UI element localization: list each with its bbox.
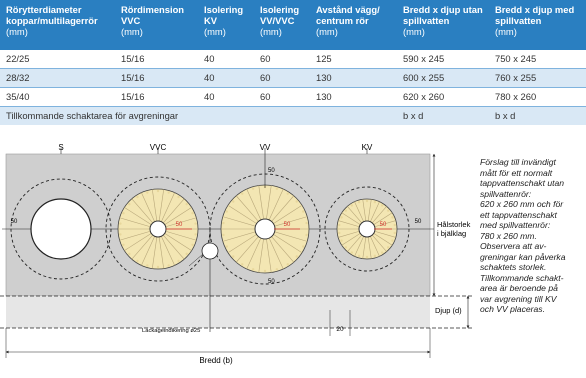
header-vvc-dimension: Rördimension VVC (mm) xyxy=(115,0,198,50)
kv-insulation-dot xyxy=(338,232,340,234)
vvc-insulation-dot xyxy=(168,264,170,266)
kv-insulation-dot xyxy=(387,246,389,248)
vvc-insulation-dot xyxy=(157,266,159,268)
table-cell: 40 xyxy=(198,88,254,107)
kv-insulation-dot xyxy=(340,216,342,218)
kv-insulation-dot xyxy=(338,224,340,226)
kv-insulation-dot xyxy=(381,204,383,206)
vvc-insulation-dot xyxy=(146,264,148,266)
vv-insulation-dot xyxy=(222,222,224,224)
table-row xyxy=(0,50,586,69)
label-kv: KV xyxy=(361,143,373,152)
table-cell: 590 x 245 xyxy=(397,50,489,69)
vvc-insulation-dot xyxy=(136,196,138,198)
kv-insulation-dot xyxy=(374,255,376,257)
dimension-table xyxy=(0,0,586,125)
vv-insulation-dot xyxy=(305,234,307,236)
kv-insulation-dot xyxy=(394,224,396,226)
vvc-insulation-dot xyxy=(191,244,193,246)
branch-pit-area xyxy=(6,296,430,328)
dim-right-50: 50 xyxy=(414,219,422,225)
header-pipe-diameter: Rörytterdiameter koppar/multilagerrör (mm) xyxy=(0,0,115,50)
kv-insulation-dot xyxy=(374,201,376,203)
table-cell: 130 xyxy=(310,69,397,88)
kv-insulation-dot xyxy=(366,256,368,258)
table-row xyxy=(0,69,586,88)
vv-insulation-dot xyxy=(252,268,254,270)
vv-insulation-dot xyxy=(287,263,289,265)
leakage-label: Läckageindikering ø25 xyxy=(142,328,201,334)
table-cell: 780 x 260 xyxy=(489,88,586,107)
table-cell: 22/25 xyxy=(0,50,115,69)
vvc-insulation-dot xyxy=(186,203,188,205)
table-cell: 15/16 xyxy=(115,88,198,107)
vv-insulation-dot xyxy=(252,188,254,190)
table-cell: 60 xyxy=(254,50,310,69)
header-size-without-drain: Bredd x djup utan spillvatten (mm) xyxy=(397,0,489,50)
dim-vv-radius: 50 xyxy=(283,222,291,228)
table-cell: 130 xyxy=(310,88,397,107)
width-label: Bredd (b) xyxy=(199,356,233,365)
header-size-with-drain: Bredd x djup med spillvatten (mm) xyxy=(489,0,586,50)
kv-insulation-dot xyxy=(345,246,347,248)
kv-insulation-dot xyxy=(351,251,353,253)
vv-insulation-dot xyxy=(232,200,234,202)
table-cell: 40 xyxy=(198,69,254,88)
table-cell: 60 xyxy=(254,88,310,107)
vv-insulation-dot xyxy=(241,263,243,265)
vv-insulation-dot xyxy=(305,222,307,224)
kv-insulation-dot xyxy=(391,216,393,218)
vvc-insulation-dot xyxy=(177,260,179,262)
dim-kv-radius: 50 xyxy=(379,222,387,228)
kv-insulation-dot xyxy=(358,255,360,257)
vvc-insulation-dot xyxy=(119,233,121,235)
dim-vv-top-50: 50 xyxy=(268,168,275,174)
dim-left-50: 50 xyxy=(10,219,18,225)
kv-insulation-dot xyxy=(391,239,393,241)
kv-insulation-dot xyxy=(381,251,383,253)
label-vvc: VVC xyxy=(149,143,167,152)
table-cell: b x d xyxy=(397,107,489,126)
vvc-pipe xyxy=(150,221,166,237)
table-cell: 15/16 xyxy=(115,69,198,88)
vv-insulation-dot xyxy=(222,234,224,236)
table-row-extra xyxy=(0,107,586,126)
vv-insulation-dot xyxy=(276,268,278,270)
vvc-insulation-dot xyxy=(194,233,196,235)
kv-insulation-dot xyxy=(351,204,353,206)
vv-insulation-dot xyxy=(296,200,298,202)
vv-insulation-dot xyxy=(264,270,266,272)
dim-20-label: 20 xyxy=(336,326,344,333)
kv-insulation-dot xyxy=(387,209,389,211)
vvc-insulation-dot xyxy=(168,191,170,193)
kv-insulation-dot xyxy=(366,200,368,202)
vvc-insulation-dot xyxy=(122,244,124,246)
vv-insulation-dot xyxy=(276,188,278,190)
table-cell: 60 xyxy=(254,69,310,88)
vv-insulation-dot xyxy=(232,255,234,257)
vvc-insulation-dot xyxy=(122,212,124,214)
label-vv: VV xyxy=(259,143,271,152)
vv-insulation-dot xyxy=(241,192,243,194)
header-kv-insulation: Isolering KV (mm) xyxy=(198,0,254,50)
table-cell: 28/32 xyxy=(0,69,115,88)
table-cell: b x d xyxy=(489,107,586,126)
vvc-insulation-dot xyxy=(128,253,130,255)
kv-pipe xyxy=(359,221,375,237)
table-cell: 750 x 245 xyxy=(489,50,586,69)
depth-label: Djup (d) xyxy=(435,306,462,315)
vvc-insulation-dot xyxy=(157,190,159,192)
kv-insulation-dot xyxy=(358,201,360,203)
vv-insulation-dot xyxy=(226,245,228,247)
vv-pipe xyxy=(255,219,275,239)
table-row xyxy=(0,88,586,107)
table-cell: 35/40 xyxy=(0,88,115,107)
table-cell: 40 xyxy=(198,50,254,69)
table-header-row xyxy=(0,0,586,50)
vvc-insulation-dot xyxy=(177,196,179,198)
vv-insulation-dot xyxy=(287,192,289,194)
kv-insulation-dot xyxy=(345,209,347,211)
table-cell: 760 x 255 xyxy=(489,69,586,88)
vvc-insulation-dot xyxy=(128,203,130,205)
kv-insulation-dot xyxy=(340,239,342,241)
label-s: S xyxy=(58,143,64,152)
kv-insulation-dot xyxy=(394,232,396,234)
vv-insulation-dot xyxy=(302,210,304,212)
vv-insulation-dot xyxy=(302,245,304,247)
vvc-insulation-dot xyxy=(191,212,193,214)
dim-bottom-50: 50 xyxy=(268,279,275,285)
vv-insulation-dot xyxy=(226,210,228,212)
note-text: Förslag till invändigt mått för ett normalt tappvattenschakt utan spillvattenrör: 620 x 260 mm och för ett tappvattenschakt med spillvattenrör: 780 x 260 mm. Observera att av- greningar kan påverka schaktets storlek. Tillkommande schakt- area är beroende på var avgrening till KV och VV placeras. xyxy=(480,157,566,314)
header-vv-insulation: Isolering VV/VVC (mm) xyxy=(254,0,310,50)
vvc-insulation-dot xyxy=(119,222,121,224)
hole-size-label: Hålstorlek i bjälklag xyxy=(437,220,471,238)
vvc-insulation-dot xyxy=(194,222,196,224)
table-cell: 15/16 xyxy=(115,50,198,69)
table-cell: 600 x 255 xyxy=(397,69,489,88)
header-wall-distance: Avstånd vägg/ centrum rör (mm) xyxy=(310,0,397,50)
drain-pipe xyxy=(31,199,91,259)
vvc-insulation-dot xyxy=(136,260,138,262)
dim-vvc-radius: 50 xyxy=(175,222,183,228)
leakage-indicator xyxy=(202,243,218,259)
vv-insulation-dot xyxy=(296,255,298,257)
table-cell: Tillkommande schaktarea för avgreningar xyxy=(0,107,397,126)
table-cell: 125 xyxy=(310,50,397,69)
vvc-insulation-dot xyxy=(186,253,188,255)
table-cell: 620 x 260 xyxy=(397,88,489,107)
vvc-insulation-dot xyxy=(146,191,148,193)
